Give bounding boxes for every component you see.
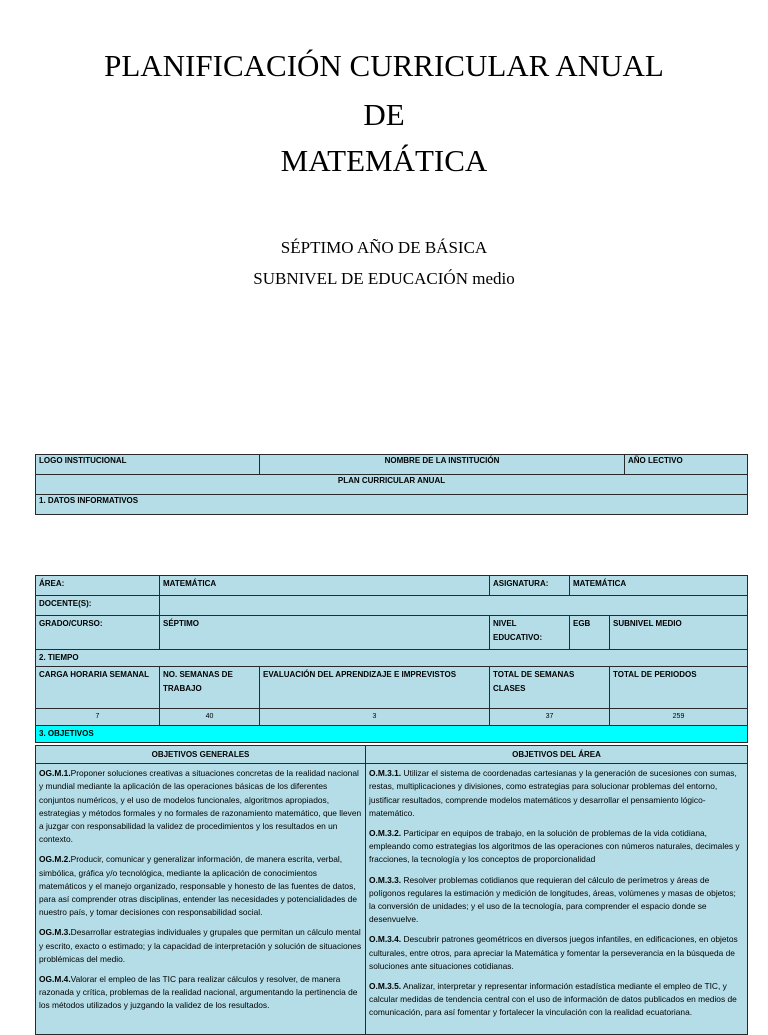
total-semanas-value: 37	[490, 709, 610, 726]
tiempo-header-row	[36, 667, 748, 709]
general-objective: OG.M.1.Proponer soluciones creativas a situaciones concretas de la realidad nacional y mundial mediante la aplicación de las operaciones básicas de los diferentes conjuntos numéricos, y el uso de modelos funcionales, algoritmos apropiados, estrategias y métodos formales y no formales de razonamiento matemático, que lleven a juzgar con responsabilidad la validez de procedimientos y los resultados en un contexto.	[39, 768, 362, 845]
logo-cell: LOGO INSTITUCIONAL	[36, 455, 260, 475]
area-row	[36, 576, 748, 596]
docente-row	[36, 596, 748, 616]
area-objective: O.M.3.5. Analizar, interpretar y representar información estadística mediante el empleo de TIC, y calcular medidas de tendencia central con el uso de información de datos publicados en medios de comunicación, para así fomentar y fortalecer la vinculación con la realidad ecuatoriana.	[369, 981, 737, 1018]
section-2-heading: 2. TIEMPO	[36, 650, 748, 667]
objectives-table	[35, 745, 748, 1035]
asignatura-value: MATEMÁTICA	[570, 576, 748, 596]
plan-row	[36, 475, 748, 495]
header-table	[35, 454, 748, 515]
asignatura-label: ASIGNATURA:	[490, 576, 570, 596]
area-objective: O.M.3.4. Descubrir patrones geométricos en diversos juegos infantiles, en edificaciones, en objetos culturales, entre otros, para apreciar la Matemática y fomentar la perseverancia en la búsqueda de soluciones ante situaciones cotidianas.	[369, 934, 738, 971]
section-2-row	[36, 650, 748, 667]
carga-horaria-header: CARGA HORARIA SEMANAL	[36, 667, 160, 709]
grado-label: GRADO/CURSO:	[36, 616, 160, 650]
school-year-cell: AÑO LECTIVO	[625, 455, 748, 475]
semanas-trabajo-value: 40	[160, 709, 260, 726]
grado-value: SÉPTIMO	[160, 616, 490, 650]
subnivel-value: SUBNIVEL MEDIO	[610, 616, 748, 650]
evaluacion-header: EVALUACIÓN DEL APRENDIZAJE E IMPREVISTOS	[260, 667, 490, 709]
document-subtitle-line-2: SUBNIVEL DE EDUCACIÓN medio	[253, 269, 515, 288]
general-objective: OG.M.4.Valorar el empleo de las TIC para realizar cálculos y resolver, de manera razonada y crítica, problemas de la realidad nacional, argumentando la pertinencia de los métodos utilizados y juzgando la validez de los resultados.	[39, 974, 358, 1011]
document-title-line-3: MATEMÁTICA	[280, 143, 488, 178]
section-1-row	[36, 495, 748, 515]
semanas-trabajo-header: NO. SEMANAS DE TRABAJO	[160, 667, 260, 709]
general-objectives-list	[36, 764, 366, 1035]
plan-title-cell: PLAN CURRICULAR ANUAL	[36, 475, 748, 495]
area-objectives-header: OBJETIVOS DEL ÁREA	[366, 746, 748, 764]
area-value: MATEMÁTICA	[160, 576, 490, 596]
nivel-label: NIVEL EDUCATIVO:	[490, 616, 570, 650]
grado-row	[36, 616, 748, 650]
docente-label: DOCENTE(S):	[36, 596, 160, 616]
info-table	[35, 575, 748, 743]
area-objectives-list	[366, 764, 748, 1035]
section-3-row	[36, 726, 748, 743]
general-objectives-header: OBJETIVOS GENERALES	[36, 746, 366, 764]
general-objective: OG.M.3.Desarrollar estrategias individuales y grupales que permitan un cálculo mental y escrito, exacto o estimado; y la capacidad de interpretación y solución de situaciones problémicas del medio.	[39, 927, 362, 964]
section-3-heading: 3. OBJETIVOS	[36, 726, 748, 743]
area-objective: O.M.3.1. Utilizar el sistema de coordenadas cartesianas y la generación de sucesiones con sumas, restas, multiplicaciones y divisiones, como estrategias para solucionar problemas del entorno, justificar resultados, comprende modelos matemáticos y desarrollar el pensamiento lógico-matemático.	[369, 768, 737, 818]
objectives-header-row	[36, 746, 748, 764]
docente-value	[160, 596, 748, 616]
tiempo-values-row	[36, 709, 748, 726]
document-title-line-2: DE	[363, 97, 405, 132]
document-subtitle-line-1: SÉPTIMO AÑO DE BÁSICA	[280, 238, 488, 257]
area-label: ÁREA:	[36, 576, 160, 596]
nivel-value: EGB	[570, 616, 610, 650]
evaluacion-value: 3	[260, 709, 490, 726]
objectives-body-row	[36, 764, 748, 1035]
institution-name-cell: NOMBRE DE LA INSTITUCIÓN	[260, 455, 625, 475]
document-title-line-1: PLANIFICACIÓN CURRICULAR ANUAL	[104, 48, 664, 83]
area-objective: O.M.3.2. Participar en equipos de trabajo, en la solución de problemas de la vida cotidiana, empleando como estrategias los algoritmos de las operaciones con números naturales, decimales y fracciones, la tecnología y los conceptos de proporcionalidad	[369, 828, 740, 865]
area-objective: O.M.3.3. Resolver problemas cotidianos que requieran del cálculo de perímetros y áreas de polígonos regulares la estimación y medición de longitudes, áreas, volúmenes y masas de objetos; la conversión de unidades; y el uso de la tecnología, para comprender el espacio donde se desenvuelve.	[369, 874, 736, 925]
carga-horaria-value: 7	[36, 709, 160, 726]
section-1-heading: 1. DATOS INFORMATIVOS	[36, 495, 748, 515]
total-periodos-value: 259	[610, 709, 748, 726]
total-periodos-header: TOTAL DE PERIODOS	[610, 667, 748, 709]
header-row	[36, 455, 748, 475]
total-semanas-header: TOTAL DE SEMANAS CLASES	[490, 667, 610, 709]
general-objective: OG.M.2.Producir, comunicar y generalizar información, de manera escrita, verbal, simbólica, gráfica y/o tecnológica, mediante la aplicación de conocimientos matemáticos y el manejo organizado, responsable y honesto de las fuentes de datos, para así comprender otras disciplinas, entender las necesidades y potencialidades de nuestro país, y tomar decisiones con responsabilidad social.	[39, 854, 357, 918]
